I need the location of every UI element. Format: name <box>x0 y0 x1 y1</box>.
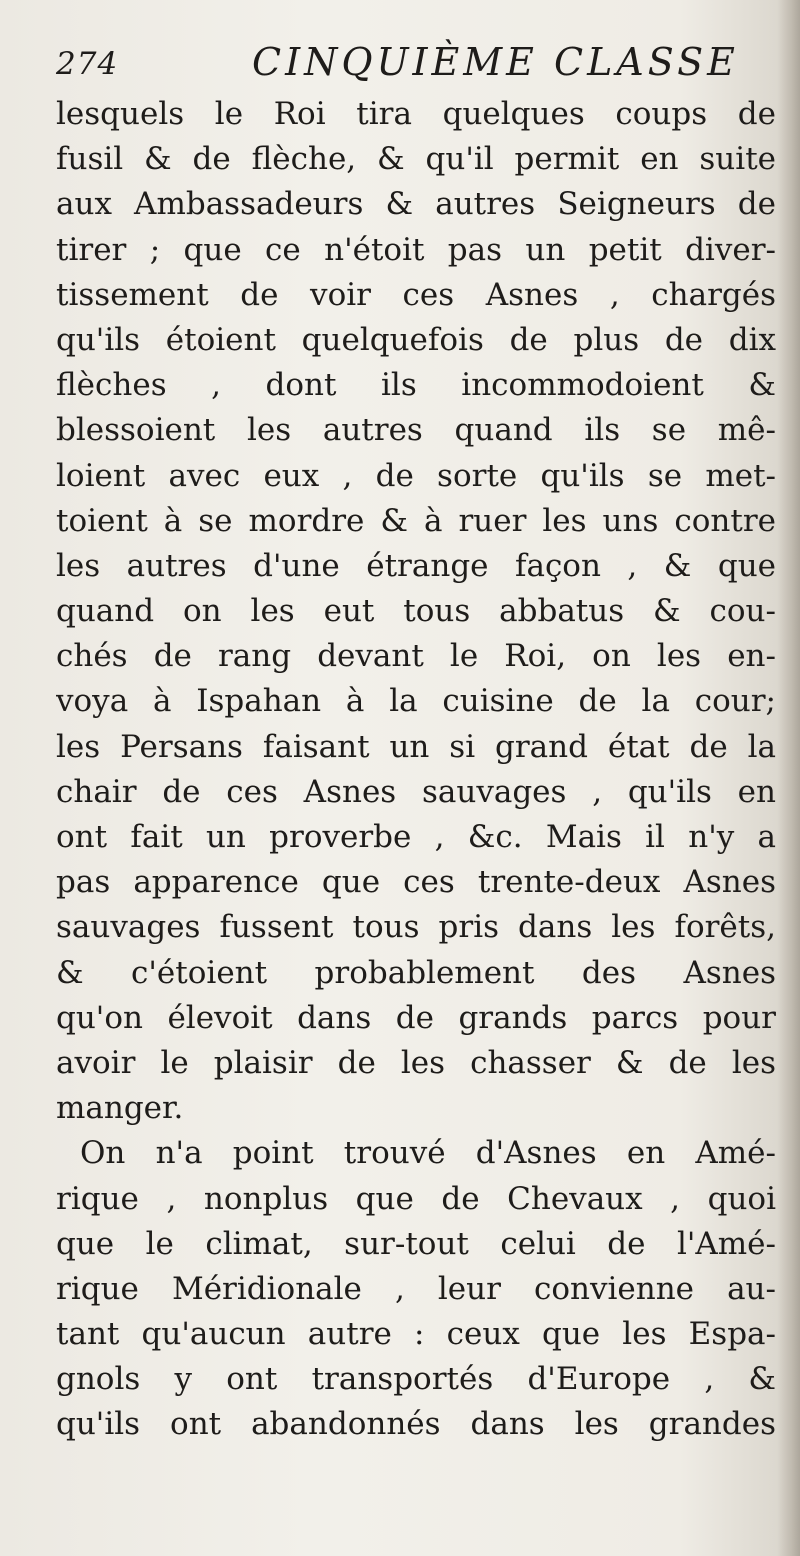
text-line: aux Ambassadeurs & autres Seigneurs de <box>56 186 776 223</box>
text-line: tirer ; que ce n'étoit pas un petit diver- <box>56 231 776 268</box>
text-line: loient avec eux , de sorte qu'ils se met- <box>56 457 776 494</box>
text-line: chair de ces Asnes sauvages , qu'ils en <box>56 773 776 810</box>
text-line: chés de rang devant le Roi, on les en- <box>56 638 776 675</box>
running-head: CINQUIÈME CLASSE <box>252 40 739 84</box>
page-number: 274 <box>56 46 119 82</box>
text-line: les Persans faisant un si grand état de la <box>56 728 776 765</box>
text-line: & c'étoient probablement des Asnes <box>56 954 776 991</box>
text-line: lesquels le Roi tira quelques coups de <box>56 96 776 132</box>
text-line: gnols y ont transportés d'Europe , & <box>56 1361 776 1398</box>
text-line: fusil & de flèche, & qu'il permit en suite <box>56 141 776 178</box>
text-line: tant qu'aucun autre : ceux que les Espa- <box>56 1316 776 1353</box>
text-line: que le climat, sur-tout celui de l'Amé- <box>56 1225 776 1262</box>
text-line: blessoient les autres quand ils se mê- <box>56 412 776 449</box>
text-line: flèches , dont ils incommodoient & <box>56 367 776 404</box>
paragraph-start-line: On n'a point trouvé d'Asnes en Amé- <box>80 1135 776 1172</box>
text-line: rique Méridionale , leur convienne au- <box>56 1270 776 1307</box>
paragraph-end-line: manger. <box>56 1090 184 1127</box>
text-line: ont fait un proverbe , &c. Mais il n'y a <box>56 819 776 855</box>
text-line: qu'on élevoit dans de grands parcs pour <box>56 999 776 1036</box>
text-line: rique , nonplus que de Chevaux , quoi <box>56 1180 776 1217</box>
text-line: toient à se mordre & à ruer les uns contre <box>56 502 776 539</box>
page-spine-shadow <box>778 0 800 1556</box>
text-line: tissement de voir ces Asnes , chargés <box>56 276 776 313</box>
text-line: avoir le plaisir de les chasser & de les <box>56 1044 776 1081</box>
text-line: les autres d'une étrange façon , & que <box>56 547 776 584</box>
text-line: qu'ils étoient quelquefois de plus de dix <box>56 321 776 358</box>
text-line: quand on les eut tous abbatus & cou- <box>56 593 776 630</box>
text-line: sauvages fussent tous pris dans les forêts, <box>56 909 776 946</box>
text-line: pas apparence que ces trente-deux Asnes <box>56 864 776 901</box>
page-header <box>56 40 776 88</box>
body-text <box>56 92 776 1448</box>
text-line: qu'ils ont abandonnés dans les grandes <box>56 1406 776 1443</box>
text-line: voya à Ispahan à la cuisine de la cour; <box>56 683 776 720</box>
